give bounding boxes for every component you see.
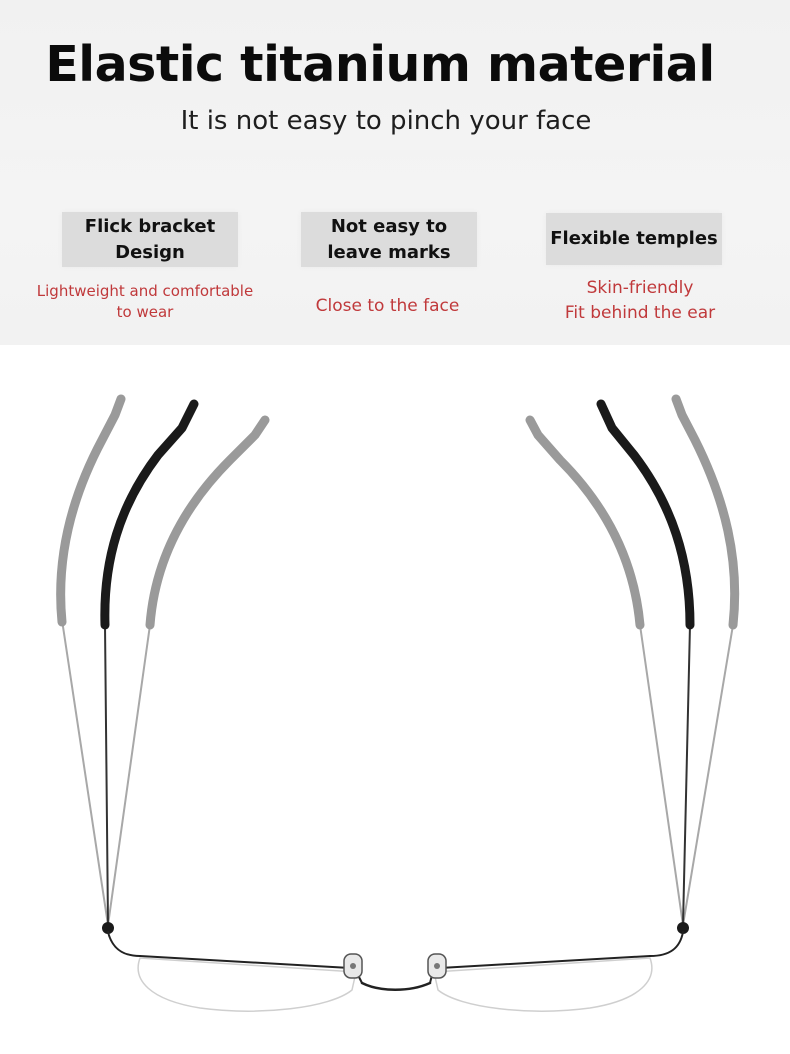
- info-banner: [0, 0, 790, 345]
- headline: Elastic titanium material: [45, 36, 715, 93]
- eyeglasses-illustration: [0, 345, 790, 1054]
- feature-flick-bracket: [62, 212, 238, 267]
- subheadline: It is not easy to pinch your face: [180, 106, 592, 136]
- feature-no-marks: [301, 212, 477, 267]
- feature-label: Flexible temples: [550, 228, 718, 249]
- left-nose-pad: [344, 954, 362, 978]
- nose-bridge: [362, 983, 430, 990]
- feature-label: Not easy to leave marks: [327, 215, 451, 263]
- left-temple-gray-outer: [61, 399, 121, 925]
- right-nose-pad: [428, 954, 446, 978]
- feature-caption: Skin-friendly Fit behind the ear: [564, 278, 716, 323]
- feature-label: Flick bracket Design: [84, 215, 216, 263]
- feature-caption: Lightweight and comfortable to wear: [36, 282, 254, 321]
- feature-flexible-temples: [546, 213, 722, 265]
- feature-caption: Close to the face: [315, 296, 460, 316]
